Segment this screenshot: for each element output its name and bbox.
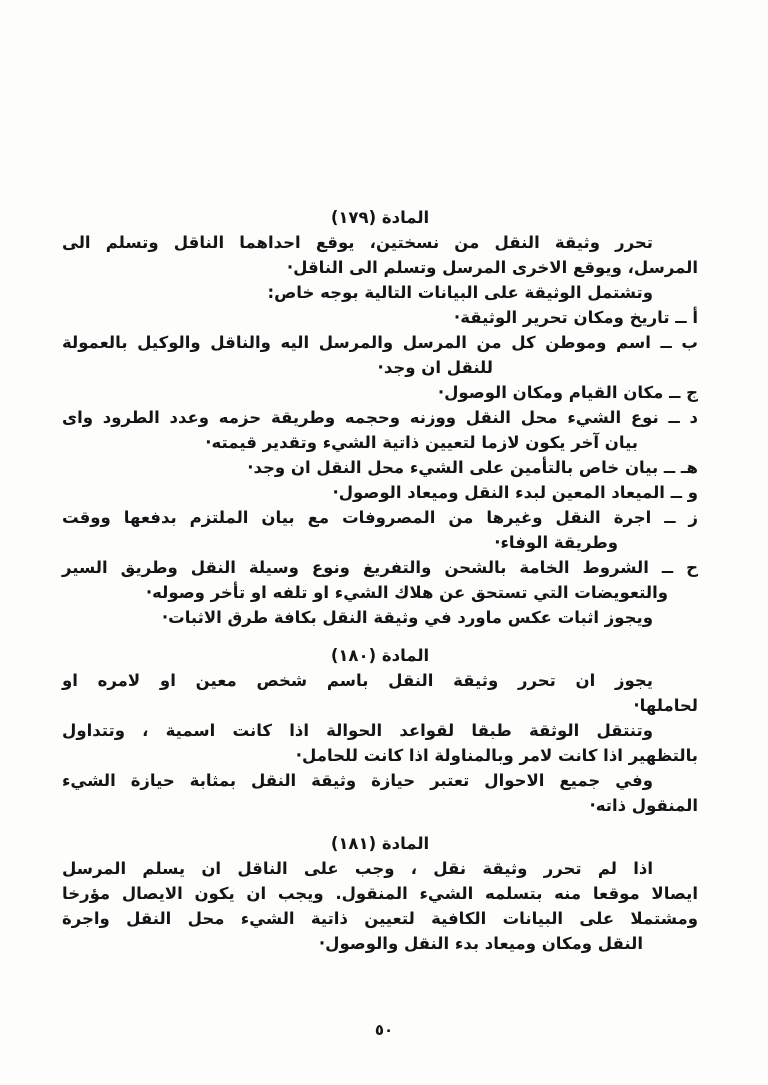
text-line: ويجوز اثبات عكس ماورد في وثيقة النقل بكافة طرق الاثبات·: [161, 608, 653, 627]
text-line: وتنتقل الوثقة طبقا لقواعد الحوالة اذا كانت اسمية ، وتتداول: [62, 721, 653, 740]
list-item: ج ــ مكان القيام ومكان الوصول·: [437, 383, 698, 402]
text-line: وتشتمل الوثيقة على البيانات التالية بوجه خاص:: [267, 283, 653, 302]
text-line: المرسل، ويوقع الاخرى المرسل وتسلم الى الناقل·: [286, 258, 698, 277]
article-181: [62, 831, 698, 956]
text-line: اذا لم تحرر وثيقة نقل ، وجب على الناقل ان يسلم المرسل: [62, 859, 653, 878]
article-180-title: المادة (١٨٠): [330, 646, 430, 665]
page-content: [62, 205, 698, 956]
text-line: ومشتملا على البيانات الكافية لتعيين ذاتية الشيء محل النقل واجرة: [62, 909, 698, 928]
text-line: للنقل ان وجد·: [377, 358, 493, 377]
article-179-title: المادة (١٧٩): [330, 208, 430, 227]
list-item: ح ــ الشروط الخامة بالشحن والتفريغ ونوع وسيلة النقل وطريق السير: [62, 558, 698, 577]
text-line: النقل ومكان وميعاد بدء النقل والوصول·: [318, 934, 643, 953]
text-line: ايصالا موقعا منه بتسلمه الشيء المنقول. ويجب ان يكون الايصال مؤرخا: [62, 884, 698, 903]
page-number: ٥٠: [374, 1021, 394, 1039]
list-item: هـ ــ بيان خاص بالتأمين على الشيء محل النقل ان وجد·: [247, 458, 698, 477]
list-item: و ــ الميعاد المعين لبدء النقل وميعاد الوصول·: [332, 483, 698, 502]
text-line: تحرر وثيقة النقل من نسختين، يوقع احداهما الناقل وتسلم الى: [62, 233, 653, 252]
text-line: يجوز ان تحرر وثيقة النقل باسم شخص معين او لامره او: [62, 671, 653, 690]
article-181-title: المادة (١٨١): [330, 834, 430, 853]
text-line: بالتظهير اذا كانت لامر وبالمناولة اذا كانت للحامل·: [295, 746, 698, 765]
text-line: والتعويضات التي تستحق عن هلاك الشيء او تلفه او تأخر وصوله·: [145, 583, 668, 602]
text-line: وفي جميع الاحوال تعتبر حيازة وثيقة النقل بمثابة حيازة الشيء: [62, 771, 653, 790]
list-item: ز ــ اجرة النقل وغيرها من المصروفات مع بيان الملتزم بدفعها ووقت: [62, 508, 698, 527]
text-line: لحاملها·: [633, 696, 698, 715]
text-line: بيان آخر يكون لازما لتعيين ذاتية الشيء وتقدير قيمته·: [205, 433, 638, 452]
article-179: [62, 205, 698, 630]
list-item: أ ــ تاريخ ومكان تحرير الوثيقة·: [453, 308, 698, 327]
text-line: المنقول ذاته·: [589, 796, 698, 815]
list-item: د ــ نوع الشيء محل النقل ووزنه وحجمه وطريقة حزمه وعدد الطرود واى: [62, 408, 698, 427]
article-180: [62, 643, 698, 818]
text-line: وطريقة الوفاء·: [494, 533, 618, 552]
list-item: ب ــ اسم وموطن كل من المرسل والمرسل اليه والناقل والوكيل بالعمولة: [62, 333, 698, 352]
